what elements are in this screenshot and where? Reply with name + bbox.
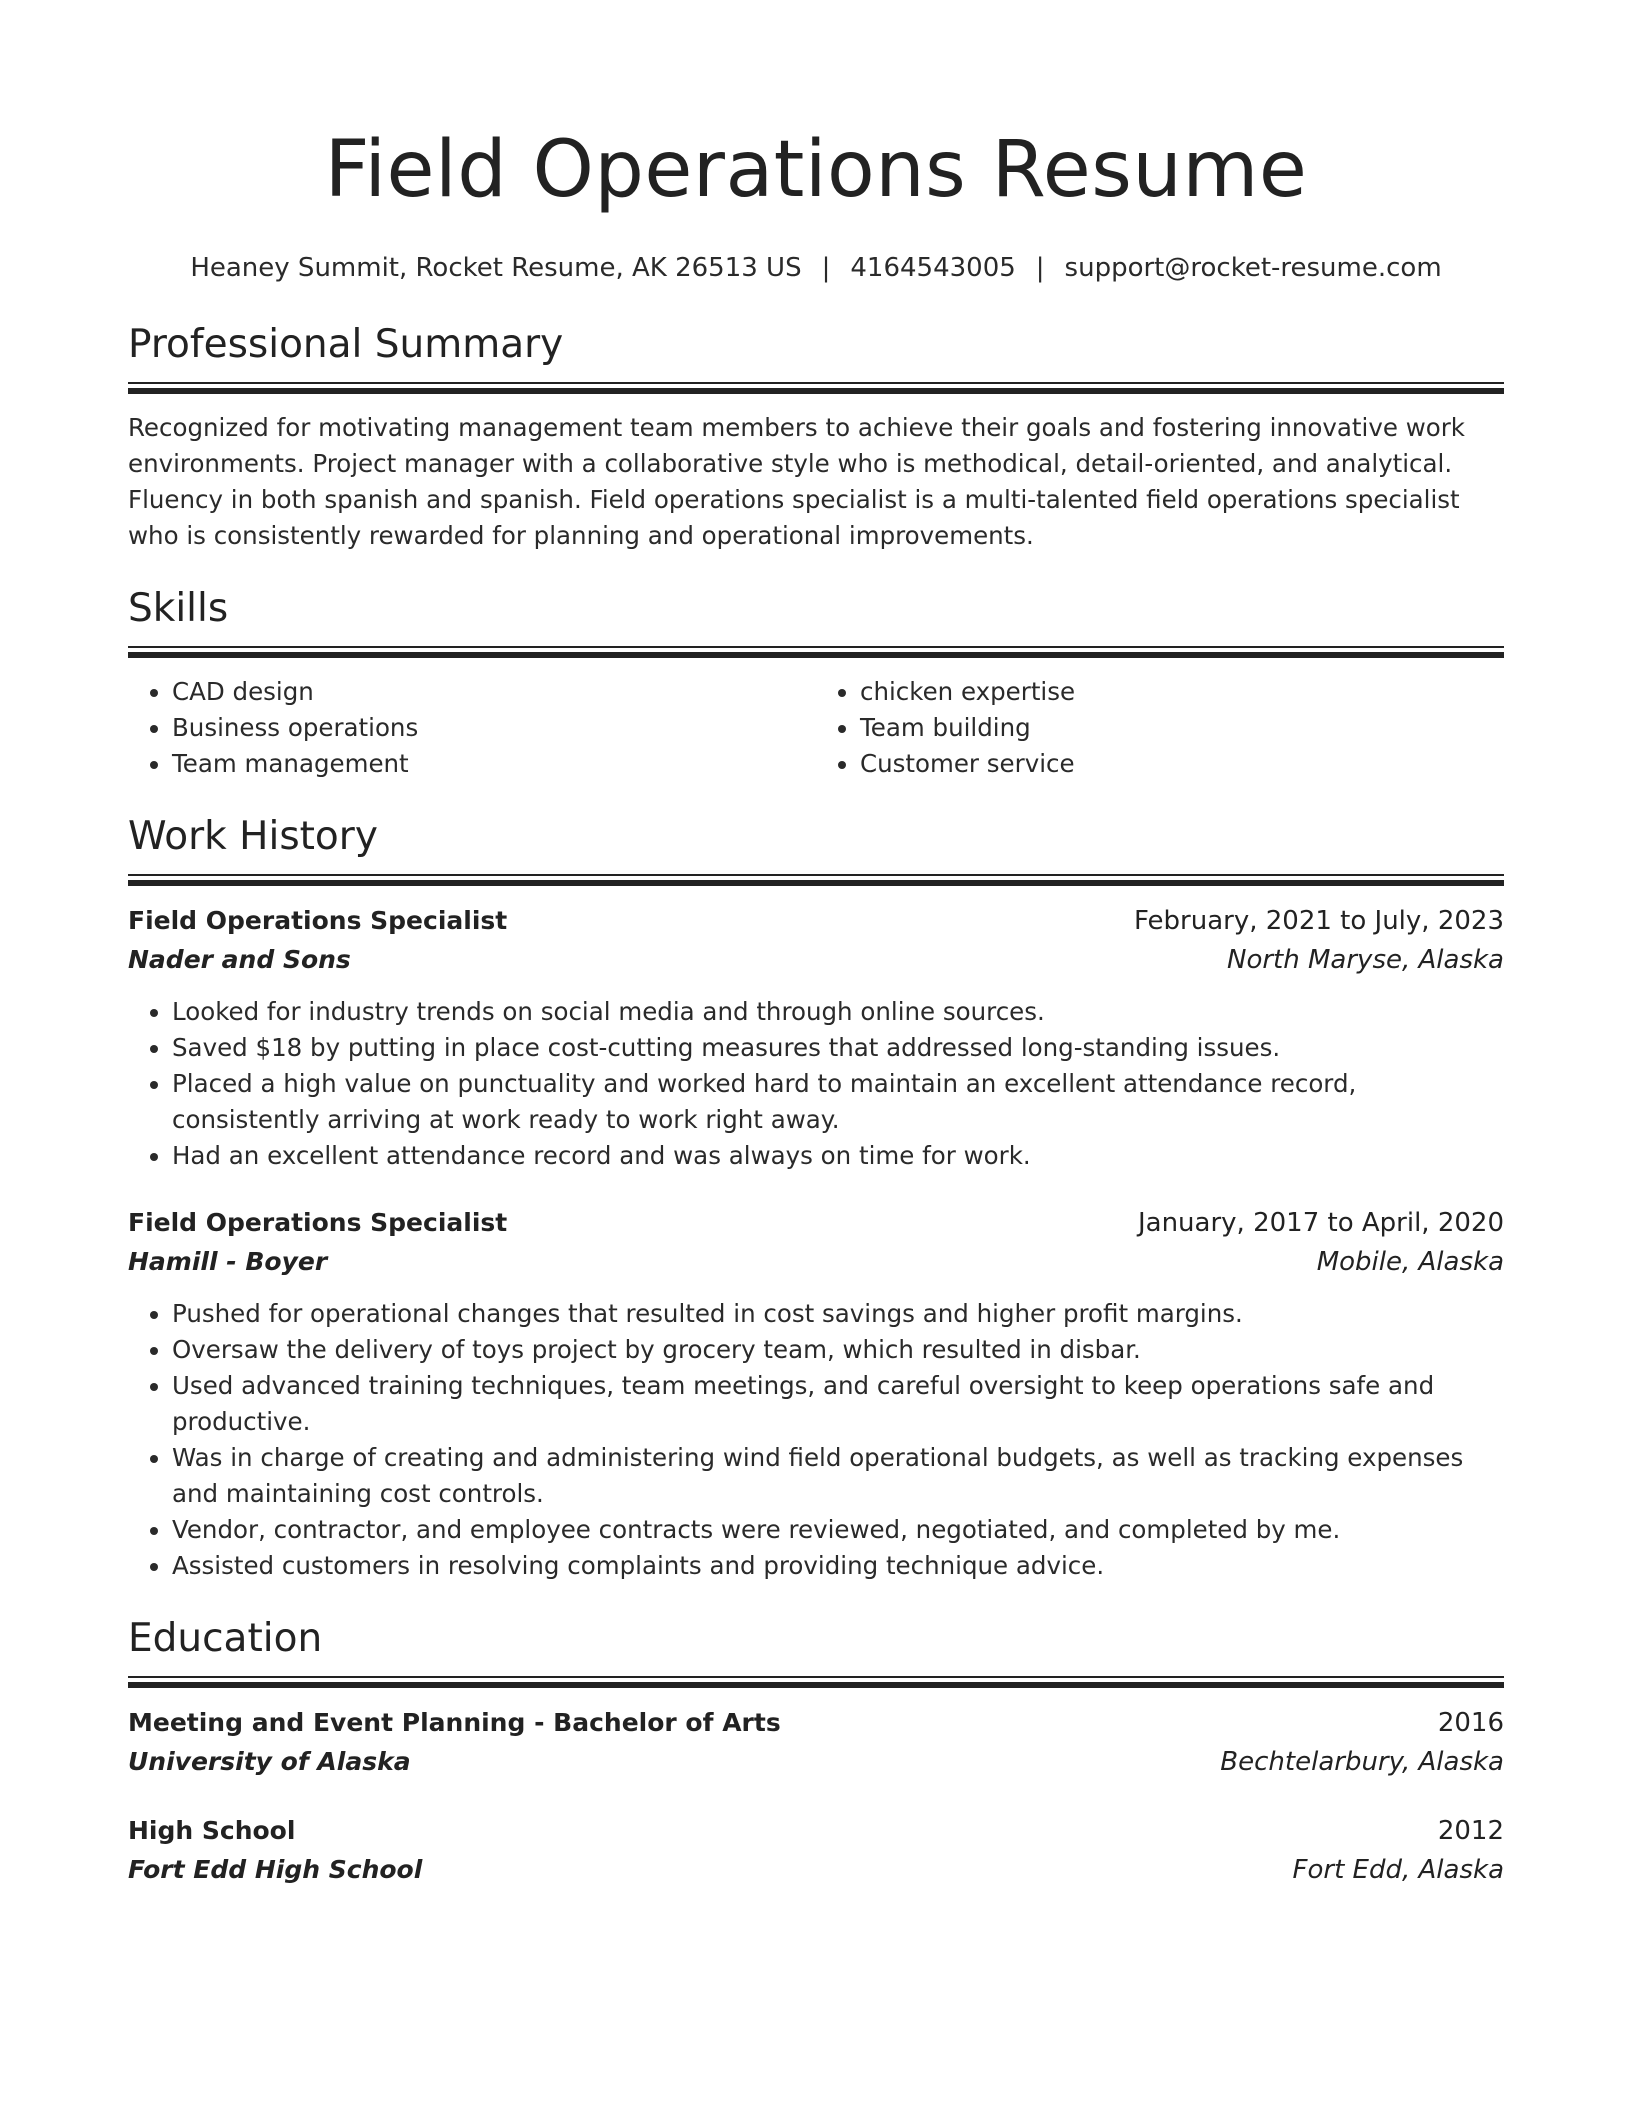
job-bullet: • Was in charge of creating and administering wind field operational budgets, as well as tracking expenses and maintaining cost controls. <box>172 1440 1504 1512</box>
skill-item: • Business operations <box>172 710 816 746</box>
education-school: Fort Edd High School <box>128 1855 423 1884</box>
resume-title: Field Operations Resume <box>324 125 1308 215</box>
skill-item: • Team building <box>860 710 1504 746</box>
skills-heading: Skills <box>128 586 229 631</box>
job-company-row <box>128 940 1504 980</box>
job-location: North Maryse, Alaska <box>1227 945 1504 975</box>
education-school: University of Alaska <box>128 1747 411 1776</box>
job-bullet: • Vendor, contractor, and employee contracts were reviewed, negotiated, and completed by me. <box>172 1512 1504 1548</box>
job-company: Nader and Sons <box>128 945 351 974</box>
summary-text: Recognized for motivating management team members to achieve their goals and fostering innovative work environments. Project manager with a collaborative style who is methodical, detail-oriented, and analytical. Fluency in both spanish and spanish. Field operations specialist is a multi-talented field operations specialist who is consistently rewarded for planning and operational improvements. <box>128 413 1465 550</box>
work-heading: Work History <box>128 814 378 859</box>
contact-phone: 4164543005 <box>850 253 1016 283</box>
skills-section <box>128 584 1504 782</box>
skill-item: • Customer service <box>860 746 1504 782</box>
job-bullet: • Looked for industry trends on social media and through online sources. <box>172 994 1504 1030</box>
skills-column-right <box>816 674 1504 782</box>
skill-item: • chicken expertise <box>860 674 1504 710</box>
skill-item: • CAD design <box>172 674 816 710</box>
job-entry <box>128 1204 1504 1584</box>
education-section <box>128 1614 1504 1890</box>
education-header-row <box>128 1812 1504 1850</box>
job-bullets <box>128 994 1504 1174</box>
education-degree: High School <box>128 1816 296 1845</box>
contact-separator: | <box>1035 253 1045 283</box>
education-location: Fort Edd, Alaska <box>1292 1855 1504 1885</box>
education-year: 2016 <box>1437 1708 1504 1738</box>
job-bullets <box>128 1296 1504 1584</box>
education-year: 2012 <box>1437 1816 1504 1846</box>
education-school-row <box>128 1742 1504 1782</box>
education-heading: Education <box>128 1616 323 1661</box>
job-bullet: • Had an excellent attendance record and was always on time for work. <box>172 1138 1504 1174</box>
job-header-row <box>128 902 1504 940</box>
job-bullet: • Pushed for operational changes that resulted in cost savings and higher profit margins. <box>172 1296 1504 1332</box>
job-bullet: • Saved $18 by putting in place cost-cutting measures that addressed long-standing issues. <box>172 1030 1504 1066</box>
job-company-row <box>128 1242 1504 1282</box>
job-header-row <box>128 1204 1504 1242</box>
job-entry <box>128 902 1504 1174</box>
education-degree: Meeting and Event Planning - Bachelor of Arts <box>128 1708 781 1737</box>
contact-address: Heaney Summit, Rocket Resume, AK 26513 US <box>190 253 802 283</box>
skills-column-left <box>128 674 816 782</box>
contact-separator: | <box>821 253 831 283</box>
job-title: Field Operations Specialist <box>128 906 508 935</box>
education-header-row <box>128 1704 1504 1742</box>
job-dates: February, 2021 to July, 2023 <box>1134 906 1504 936</box>
summary-section <box>128 320 1504 554</box>
summary-heading: Professional Summary <box>128 322 564 367</box>
section-divider <box>128 646 1504 658</box>
contact-line <box>128 250 1504 286</box>
section-divider <box>128 1676 1504 1688</box>
section-divider <box>128 382 1504 394</box>
job-bullet: • Used advanced training techniques, team meetings, and careful oversight to keep operations safe and productive. <box>172 1368 1504 1440</box>
education-entry <box>128 1812 1504 1890</box>
job-bullet: • Assisted customers in resolving complaints and providing technique advice. <box>172 1548 1504 1584</box>
skill-item: • Team management <box>172 746 816 782</box>
education-entry <box>128 1704 1504 1782</box>
education-school-row <box>128 1850 1504 1890</box>
job-location: Mobile, Alaska <box>1316 1247 1504 1277</box>
education-location: Bechtelarbury, Alaska <box>1220 1747 1504 1777</box>
job-bullet: • Oversaw the delivery of toys project by grocery team, which resulted in disbar. <box>172 1332 1504 1368</box>
contact-email: support@rocket-resume.com <box>1064 253 1442 283</box>
job-company: Hamill - Boyer <box>128 1247 328 1276</box>
skills-list <box>128 674 1504 782</box>
section-divider <box>128 874 1504 886</box>
work-section <box>128 812 1504 1584</box>
job-bullet: • Placed a high value on punctuality and worked hard to maintain an excellent attendance record, consistently arriving at work ready to work right away. <box>172 1066 1504 1138</box>
job-title: Field Operations Specialist <box>128 1208 508 1237</box>
job-dates: January, 2017 to April, 2020 <box>1137 1208 1504 1238</box>
